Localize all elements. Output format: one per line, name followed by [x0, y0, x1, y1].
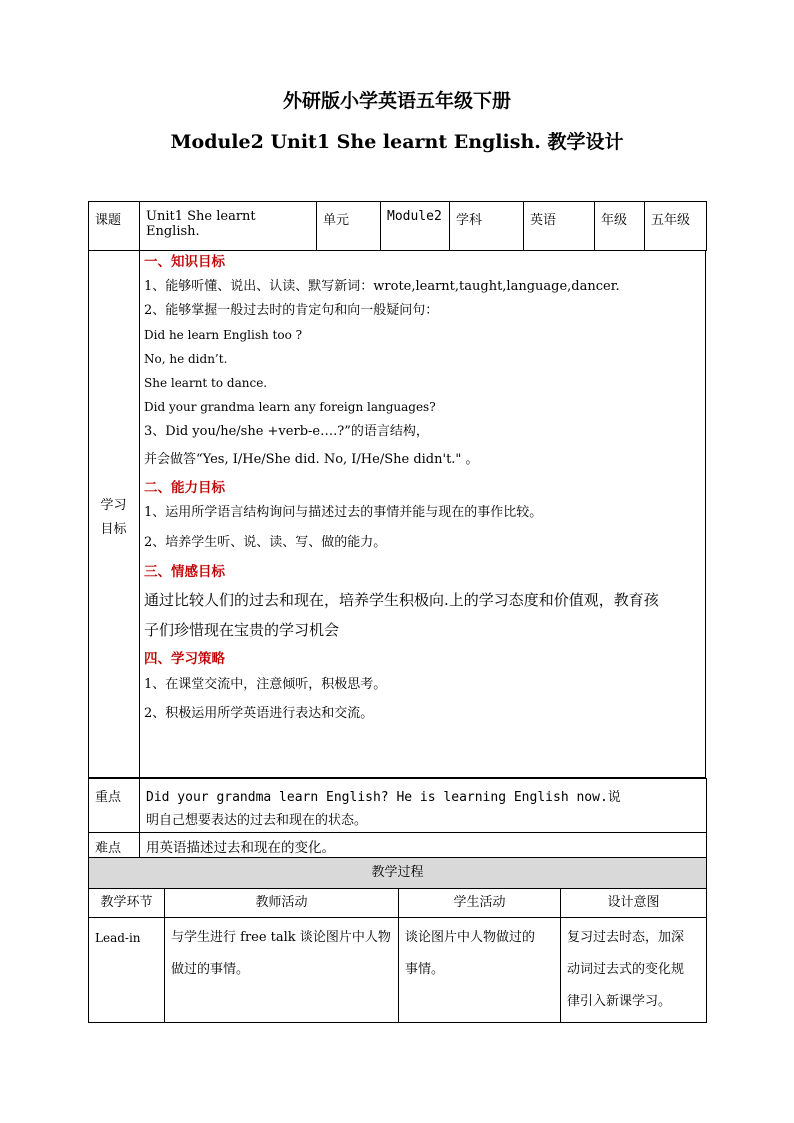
- col-stage: 教学环节: [89, 889, 165, 918]
- xueke-value: 英语: [524, 202, 595, 251]
- keti-value: Unit1 She learnt English.: [140, 202, 317, 251]
- objectives-content: [144, 252, 702, 727]
- xueke-label: 学科: [450, 202, 524, 251]
- document-subtitle: Module2 Unit1 She learnt English. 教学设计: [170, 131, 624, 153]
- document-title: 外研版小学英语五年级下册: [282, 90, 511, 112]
- ability-line-2: 2、培养学生听、说、读、写、做的能力。: [144, 535, 387, 550]
- emotion-line-2: 子们珍惜现在宝贵的学习机会: [144, 621, 340, 639]
- section-strategy-title: 四、学习策略: [144, 651, 225, 667]
- focus-label: 重点: [89, 779, 140, 833]
- focus-table: [88, 778, 707, 860]
- difficulty-label: 难点: [89, 833, 140, 860]
- strategy-line-2: 2、积极运用所学英语进行表达和交流。: [144, 706, 374, 721]
- danyuan-label: 单元: [317, 202, 381, 251]
- focus-content: Did your grandma learn English? He is learning English now.说 明自己想要表达的过去和现在的状态。: [140, 779, 707, 833]
- knowledge-line-7: 3、Did you/he/she +verb-e….?”的语言结构，: [144, 424, 429, 439]
- objectives-label: 学习 目标: [100, 498, 127, 537]
- section-emotion-title: 三、情感目标: [144, 564, 225, 580]
- emotion-line-1: 通过比较人们的过去和现在，培养学生积极向.上的学习态度和价值观，教育孩: [144, 591, 659, 609]
- col-teacher: 教师活动: [165, 889, 399, 918]
- knowledge-line-4: No, he didn’t.: [144, 352, 228, 366]
- knowledge-line-5: She learnt to dance.: [144, 376, 268, 390]
- row-student: 谈论图片中人物做过的 事情。: [399, 918, 561, 1023]
- strategy-line-1: 1、在课堂交流中，注意倾听，积极思考。: [144, 677, 387, 692]
- knowledge-line-3: Did he learn English too ?: [144, 328, 303, 342]
- row-stage: Lead-in: [89, 918, 165, 1023]
- col-intent: 设计意图: [561, 889, 707, 918]
- danyuan-value: Module2: [381, 202, 450, 251]
- header-table: [88, 201, 707, 251]
- ability-line-1: 1、运用所学语言结构询问与描述过去的事情并能与现在的事作比较。: [144, 505, 543, 520]
- col-student: 学生活动: [399, 889, 561, 918]
- knowledge-line-6: Did your grandma learn any foreign languages?: [144, 400, 436, 414]
- nianji-label: 年级: [595, 202, 645, 251]
- process-table: [88, 857, 707, 1023]
- row-intent: 复习过去时态，加深 动词过去式的变化规 律引入新课学习。: [561, 918, 707, 1023]
- row-teacher: 与学生进行 free talk 谈论图片中人物 做过的事情。: [165, 918, 399, 1023]
- table-row: [89, 918, 707, 1023]
- keti-label: 课题: [89, 202, 140, 251]
- section-ability-title: 二、能力目标: [144, 480, 225, 496]
- nianji-value: 五年级: [645, 202, 707, 251]
- section-knowledge-title: 一、知识目标: [144, 254, 225, 270]
- knowledge-line-1: 1、能够听懂、说出、认读、默写新词：wrote,learnt,taught,language,dancer.: [144, 279, 620, 294]
- knowledge-line-2: 2、能够掌握一般过去时的肯定句和向一般疑问句：: [144, 303, 439, 318]
- difficulty-content: 用英语描述过去和现在的变化。: [140, 833, 707, 860]
- process-title: 教学过程: [89, 858, 707, 889]
- knowledge-line-8: 并会做答“Yes, I/He/She did. No, I/He/She didn't." 。: [144, 452, 479, 467]
